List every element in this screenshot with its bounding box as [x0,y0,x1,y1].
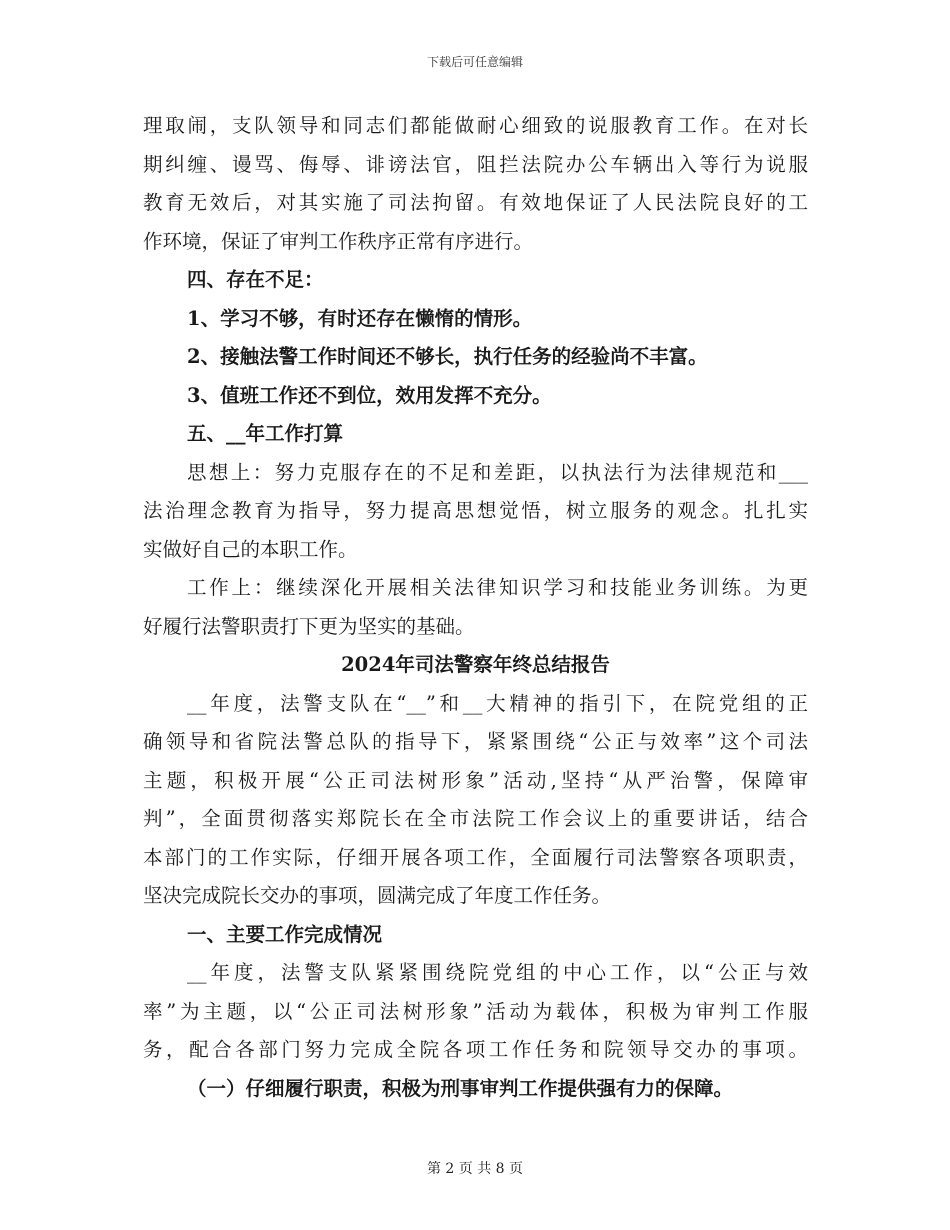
text-line: 法治理念教育为指导，努力提高思想觉悟，树立服务的观念。扎扎实 [143,499,808,522]
text-line: 3、值班工作还不到位，效用发挥不充分。 [187,383,552,407]
text-line: 实做好自己的本职工作。 [143,537,358,561]
text-line: 坚决完成院长交办的事项，圆满完成了年度工作任务。 [143,884,612,907]
text-line: 四、存在不足： [187,268,324,291]
text-line: 思想上：努力克服存在的不足和差距，以执法行为法律规范和___ [187,460,808,484]
text-line: 率”为主题，以“公正司法树形象”活动为载体，积极为审判工作服 [143,999,808,1023]
text-line: 教育无效后，对其实施了司法拘留。有效地保证了人民法院良好的工 [143,191,808,214]
text-line: 期纠缠、谩骂、侮辱、诽谤法官，阻拦法院办公车辆出入等行为说服 [143,152,808,176]
text-line: __年度，法警支队紧紧围绕院党组的中心工作，以“公正与效 [187,961,808,984]
text-line: 理取闹，支队领导和同志们都能做耐心细致的说服教育工作。在对长 [143,114,808,137]
text-line: 作环境，保证了审判工作秩序正常有序进行。 [143,229,534,253]
text-line: __年度，法警支队在“__”和__大精神的指引下，在院党组的正 [187,691,808,715]
text-line: 工作上：继续深化开展相关法律知识学习和技能业务训练。为更 [187,576,808,599]
text-line: 务，配合各部门努力完成全院各项工作任务和院领导交办的事项。 [143,1038,808,1061]
text-line: 确领导和省院法警总队的指导下，紧紧围绕“公正与效率”这个司法 [143,730,808,753]
page-footer: 第 2 页 共 8 页 [426,1161,524,1177]
text-line: 判”，全面贯彻落实郑院长在全市法院工作会议上的重要讲话，结合 [143,807,808,830]
text-line: 主题，积极开展“公正司法树形象”活动,坚持“从严治警，保障审 [143,768,808,792]
text-line: （一）仔细履行职责，积极为刑事审判工作提供强有力的保障。 [187,1076,734,1100]
text-line: 一、主要工作完成情况 [187,922,383,946]
page-header: 下载后可任意编辑 [426,55,523,69]
text-line: 1、学习不够，有时还存在懒惰的情形。 [187,306,533,330]
text-line: 好履行法警职责打下更为坚实的基础。 [143,614,475,638]
text-line: 五、__年工作打算 [187,422,344,445]
text-line: 2、接触法警工作时间还不够长，执行任务的经验尚不丰富。 [187,345,708,368]
document-body [143,107,808,1108]
text-line: 本部门的工作实际，仔细开展各项工作，全面履行司法警察各项职责， [143,845,808,869]
section-title: 2024年司法警察年终总结报告 [341,653,610,676]
